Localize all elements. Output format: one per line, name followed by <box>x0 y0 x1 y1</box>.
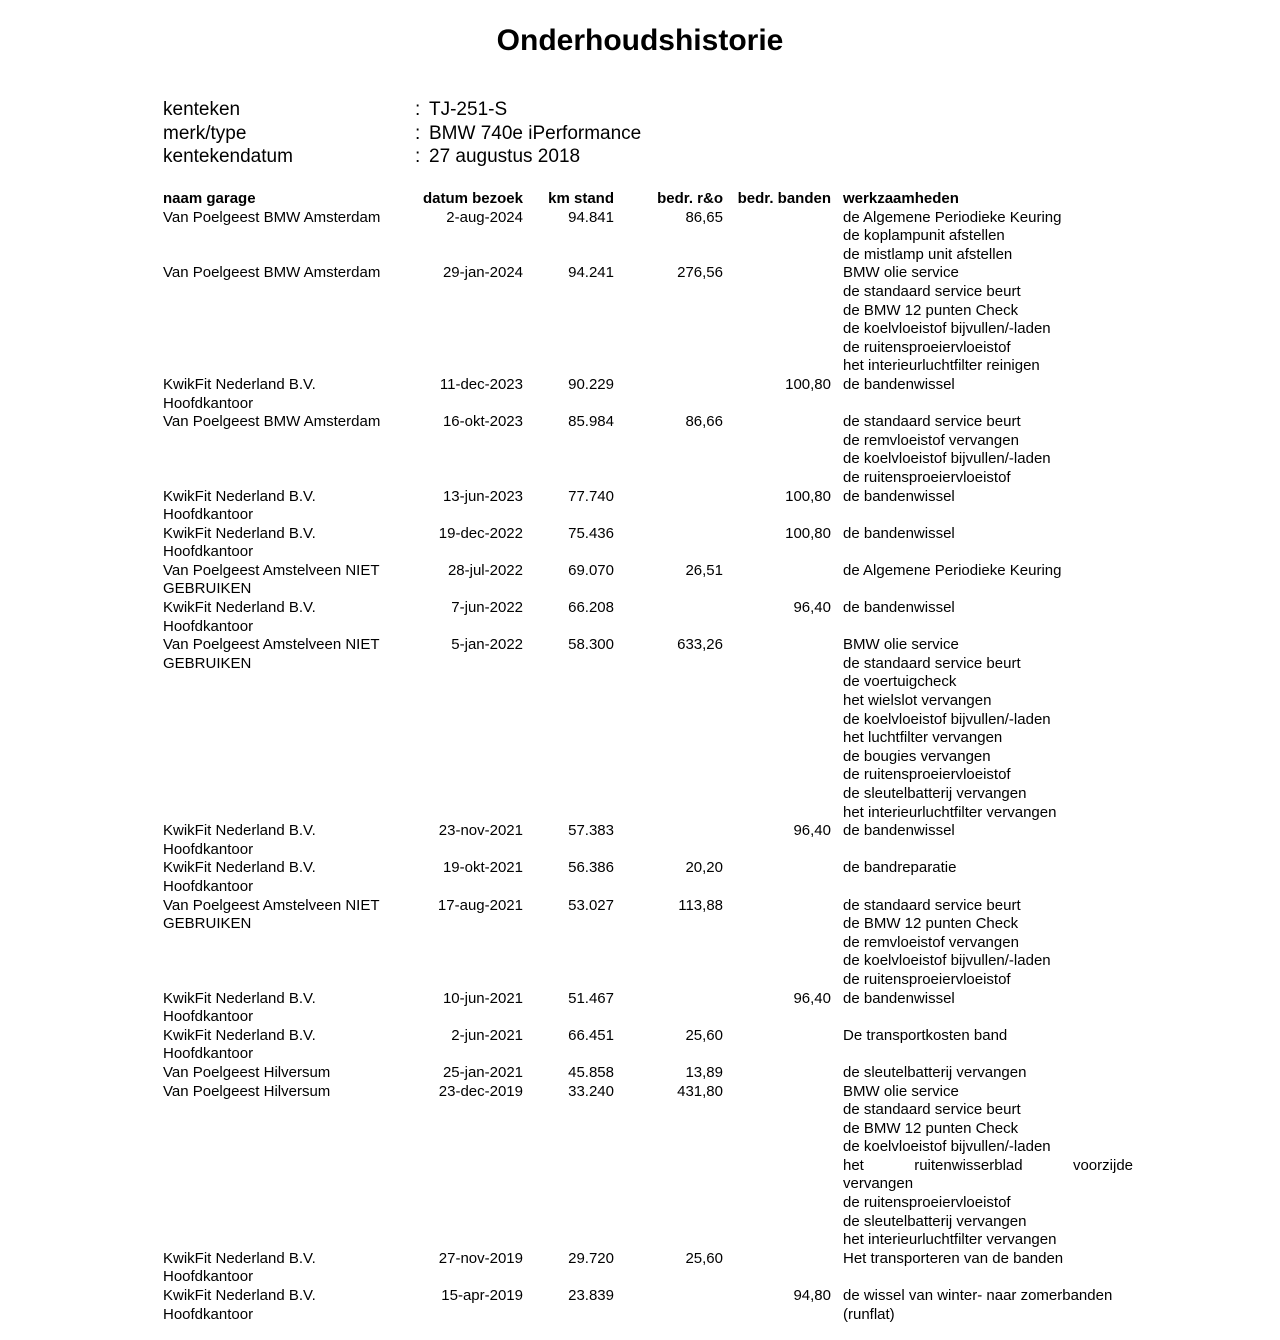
table-row <box>163 822 1143 859</box>
garage-cell <box>163 264 413 283</box>
work-cell <box>843 1064 1133 1083</box>
garage-cell <box>163 209 413 228</box>
work-item: de remvloeistof vervangen <box>843 933 1019 951</box>
garage-cell <box>163 562 413 599</box>
garage-name-line: KwikFit Nederland B.V. <box>163 1287 316 1305</box>
visit-date: 29-jan-2024 <box>442 264 523 282</box>
work-item: BMW olie service <box>843 264 959 282</box>
table-header <box>163 190 1143 209</box>
vehicle-info-value: 27 augustus 2018 <box>429 146 581 167</box>
work-item: de standaard service beurt <box>843 282 1021 300</box>
garage-name-line: KwikFit Nederland B.V. <box>163 375 316 393</box>
work-cell <box>843 599 1133 618</box>
garage-cell <box>163 822 413 859</box>
work-cell <box>843 488 1133 507</box>
garage-name-line: Van Poelgeest Amstelveen NIET <box>163 896 380 914</box>
work-item: de standaard service beurt <box>843 1101 1021 1119</box>
odometer: 94.841 <box>568 208 614 226</box>
visit-date: 28-jul-2022 <box>447 561 523 579</box>
table-row <box>163 376 1143 413</box>
garage-name-line: Hoofdkantoor <box>163 840 254 858</box>
table-row <box>163 599 1143 636</box>
garage-cell <box>163 599 413 636</box>
garage-name-line: Van Poelgeest BMW Amsterdam <box>163 413 381 431</box>
garage-name-line: Hoofdkantoor <box>163 506 254 524</box>
garage-name-line: Hoofdkantoor <box>163 394 254 412</box>
visit-date: 16-okt-2023 <box>442 413 523 431</box>
work-item: vervangen <box>843 1175 914 1193</box>
work-item: de ruitensproeiervloeistof <box>843 468 1011 486</box>
amount-repair: 25,60 <box>685 1026 723 1044</box>
table-row <box>163 990 1143 1027</box>
odometer: 56.386 <box>568 859 614 877</box>
garage-cell <box>163 1287 413 1324</box>
garage-cell <box>163 990 413 1027</box>
garage-name-line: Hoofdkantoor <box>163 1268 254 1286</box>
work-item: het interieurluchtfilter reinigen <box>843 357 1040 375</box>
visit-date: 19-dec-2022 <box>438 524 523 542</box>
work-item: BMW olie service <box>843 1082 959 1100</box>
odometer: 33.240 <box>568 1082 614 1100</box>
garage-cell <box>163 1083 413 1102</box>
amount-tires: 100,80 <box>785 524 831 542</box>
vehicle-info-label: merk/type <box>163 122 247 144</box>
work-item: de koelvloeistof bijvullen/-laden <box>843 1138 1051 1156</box>
odometer: 75.436 <box>568 524 614 542</box>
garage-cell <box>163 376 413 413</box>
odometer: 51.467 <box>568 989 614 1007</box>
garage-cell <box>163 1250 413 1287</box>
work-item: de standaard service beurt <box>843 896 1021 914</box>
work-cell <box>843 990 1133 1009</box>
odometer: 77.740 <box>568 487 614 505</box>
vehicle-info-separator: : <box>415 146 421 167</box>
garage-name-line: Hoofdkantoor <box>163 1045 254 1063</box>
garage-name-line: Van Poelgeest Amstelveen NIET <box>163 636 380 654</box>
work-cell <box>843 1287 1133 1324</box>
odometer: 45.858 <box>568 1063 614 1081</box>
odometer: 58.300 <box>568 636 614 654</box>
work-cell <box>843 264 1133 376</box>
work-cell <box>843 822 1133 841</box>
work-item: de bandenwissel <box>843 524 955 542</box>
page-title: Onderhoudshistorie <box>496 24 784 57</box>
work-item: de sleutelbatterij vervangen <box>843 1212 1027 1230</box>
table-row <box>163 1083 1143 1250</box>
visit-date: 7-jun-2022 <box>451 599 523 617</box>
work-item: het interieurluchtfilter vervangen <box>843 1231 1057 1249</box>
work-item: de mistlamp unit afstellen <box>843 245 1013 263</box>
odometer: 57.383 <box>568 822 614 840</box>
odometer: 85.984 <box>568 413 614 431</box>
work-item: de ruitensproeiervloeistof <box>843 338 1011 356</box>
garage-name-line: Van Poelgeest BMW Amsterdam <box>163 264 381 282</box>
work-item: de Algemene Periodieke Keuring <box>843 208 1062 226</box>
work-item: de ruitensproeiervloeistof <box>843 970 1011 988</box>
amount-tires: 96,40 <box>793 599 831 617</box>
garage-name-line: Hoofdkantoor <box>163 1305 254 1323</box>
column-header-band: bedr. banden <box>737 190 831 207</box>
work-item: de sleutelbatterij vervangen <box>843 785 1027 802</box>
odometer: 66.208 <box>568 599 614 617</box>
work-item: de bandenwissel <box>843 375 955 393</box>
column-header-date: datum bezoek <box>422 190 523 207</box>
work-item: de ruitensproeiervloeistof <box>843 766 1011 784</box>
odometer: 69.070 <box>568 561 614 579</box>
visit-date: 13-jun-2023 <box>442 487 523 505</box>
work-item: de BMW 12 punten Check <box>843 915 1019 933</box>
column-header-garage: naam garage <box>163 190 256 207</box>
garage-name-line: Hoofdkantoor <box>163 617 254 635</box>
table-row <box>163 859 1143 896</box>
table-row <box>163 636 1143 822</box>
garage-name-line: KwikFit Nederland B.V. <box>163 859 316 877</box>
odometer: 29.720 <box>568 1249 614 1267</box>
table-body <box>163 209 1143 1325</box>
column-header-work: werkzaamheden <box>843 190 959 207</box>
visit-date: 19-okt-2021 <box>442 859 523 877</box>
garage-name-line: Van Poelgeest BMW Amsterdam <box>163 208 381 226</box>
work-cell <box>843 525 1133 544</box>
work-item: de bandenwissel <box>843 822 955 840</box>
column-header-km: km stand <box>548 190 614 207</box>
work-item: de Algemene Periodieke Keuring <box>843 561 1062 579</box>
work-item: de bougies vervangen <box>843 747 991 765</box>
vehicle-info-label: kenteken <box>163 99 241 120</box>
garage-cell <box>163 897 413 934</box>
work-item: de standaard service beurt <box>843 413 1021 431</box>
amount-repair: 26,51 <box>685 561 723 579</box>
garage-cell <box>163 859 413 896</box>
amount-repair: 431,80 <box>677 1082 723 1100</box>
vehicle-info-row <box>163 145 641 169</box>
garage-cell <box>163 1027 413 1064</box>
table-row <box>163 1287 1143 1324</box>
amount-tires: 96,40 <box>793 822 831 840</box>
table-row <box>163 264 1143 376</box>
work-item: de BMW 12 punten Check <box>843 1119 1019 1137</box>
work-cell <box>843 636 1133 822</box>
amount-repair: 633,26 <box>677 636 723 654</box>
work-item: de ruitensproeiervloeistof <box>843 1194 1011 1212</box>
work-cell <box>843 1027 1133 1046</box>
amount-tires: 100,80 <box>785 487 831 505</box>
garage-name-line: KwikFit Nederland B.V. <box>163 524 316 542</box>
work-item: het luchtfilter vervangen <box>843 729 1003 747</box>
work-cell <box>843 209 1133 265</box>
odometer: 53.027 <box>568 896 614 914</box>
visit-date: 15-apr-2019 <box>441 1287 523 1305</box>
vehicle-info-separator: : <box>415 122 421 144</box>
garage-name-line: Hoofdkantoor <box>163 877 254 895</box>
odometer: 94.241 <box>568 264 614 282</box>
visit-date: 25-jan-2021 <box>442 1063 523 1081</box>
amount-repair: 276,56 <box>677 264 723 282</box>
amount-repair: 113,88 <box>678 896 723 914</box>
vehicle-info-label: kentekendatum <box>163 146 293 167</box>
table-row <box>163 897 1143 990</box>
work-item: de koelvloeistof bijvullen/-laden <box>843 710 1051 728</box>
vehicle-info <box>163 98 641 169</box>
garage-name-line: Van Poelgeest Hilversum <box>163 1063 331 1081</box>
visit-date: 11-dec-2023 <box>439 375 523 393</box>
amount-tires: 100,80 <box>785 375 831 393</box>
garage-cell <box>163 636 413 673</box>
visit-date: 5-jan-2022 <box>451 636 523 654</box>
garage-name-line: GEBRUIKEN <box>163 580 252 598</box>
amount-tires: 94,80 <box>793 1287 831 1305</box>
work-item: de wissel van winter- naar zomerbanden <box>843 1287 1113 1305</box>
maintenance-table <box>163 190 1143 1324</box>
table-row <box>163 413 1143 487</box>
work-cell <box>843 413 1133 487</box>
work-item: de bandenwissel <box>843 487 955 505</box>
table-row <box>163 525 1143 562</box>
work-cell <box>843 1250 1133 1269</box>
garage-name-line: Hoofdkantoor <box>163 1008 254 1026</box>
work-item: de bandenwissel <box>843 989 955 1007</box>
work-item: de koelvloeistof bijvullen/-laden <box>843 952 1051 970</box>
visit-date: 10-jun-2021 <box>442 989 523 1007</box>
work-item: de koelvloeistof bijvullen/-laden <box>843 320 1051 338</box>
vehicle-info-separator: : <box>415 99 421 120</box>
work-cell <box>843 562 1133 581</box>
table-row <box>163 562 1143 599</box>
garage-name-line: Hoofdkantoor <box>163 543 254 561</box>
table-row <box>163 1027 1143 1064</box>
odometer: 90.229 <box>568 375 614 393</box>
vehicle-info-value: BMW 740e iPerformance <box>429 122 642 144</box>
visit-date: 2-aug-2024 <box>446 208 523 226</box>
vehicle-info-row <box>163 98 641 122</box>
garage-name-line: KwikFit Nederland B.V. <box>163 1249 316 1267</box>
garage-name-line: Van Poelgeest Amstelveen NIET <box>163 561 380 579</box>
garage-cell <box>163 488 413 525</box>
garage-cell <box>163 1064 413 1083</box>
garage-cell <box>163 413 413 432</box>
column-header-ro: bedr. r&o <box>657 190 723 207</box>
amount-repair: 25,60 <box>685 1249 723 1267</box>
work-item: het ruitenwisserblad voorzijde <box>843 1156 1133 1174</box>
visit-date: 23-dec-2019 <box>438 1082 523 1100</box>
odometer: 66.451 <box>568 1026 614 1044</box>
work-item: de bandreparatie <box>843 859 957 877</box>
visit-date: 27-nov-2019 <box>438 1249 523 1267</box>
work-item: de voertuigcheck <box>843 673 957 691</box>
work-cell <box>843 1083 1133 1250</box>
visit-date: 23-nov-2021 <box>438 822 523 840</box>
garage-name-line: KwikFit Nederland B.V. <box>163 599 316 617</box>
work-item: (runflat) <box>843 1305 895 1323</box>
table-row <box>163 1064 1143 1083</box>
work-item: BMW olie service <box>843 636 959 654</box>
vehicle-info-value: TJ-251-S <box>429 99 508 120</box>
garage-name-line: KwikFit Nederland B.V. <box>163 822 316 840</box>
work-item: de bandenwissel <box>843 599 955 617</box>
work-item: de BMW 12 punten Check <box>843 301 1019 319</box>
work-item: Het transporteren van de banden <box>843 1249 1064 1267</box>
garage-name-line: KwikFit Nederland B.V. <box>163 1026 316 1044</box>
garage-name-line: KwikFit Nederland B.V. <box>163 487 316 505</box>
amount-repair: 86,65 <box>685 208 723 226</box>
work-item: de koplampunit afstellen <box>843 227 1005 245</box>
garage-cell <box>163 525 413 562</box>
table-row <box>163 1250 1143 1287</box>
garage-name-line: Van Poelgeest Hilversum <box>163 1082 331 1100</box>
work-item: het interieurluchtfilter vervangen <box>843 803 1057 821</box>
visit-date: 2-jun-2021 <box>451 1026 523 1044</box>
work-item: de sleutelbatterij vervangen <box>843 1063 1027 1081</box>
visit-date: 17-aug-2021 <box>437 896 523 914</box>
work-cell <box>843 859 1133 878</box>
odometer: 23.839 <box>568 1287 614 1305</box>
amount-repair: 13,89 <box>685 1063 723 1081</box>
work-item: het wielslot vervangen <box>843 692 992 710</box>
work-item: De transportkosten band <box>843 1026 1008 1044</box>
garage-name-line: GEBRUIKEN <box>163 654 252 672</box>
work-cell <box>843 376 1133 395</box>
garage-name-line: KwikFit Nederland B.V. <box>163 989 316 1007</box>
amount-tires: 96,40 <box>793 989 831 1007</box>
table-row <box>163 488 1143 525</box>
work-item: de koelvloeistof bijvullen/-laden <box>843 450 1051 468</box>
amount-repair: 20,20 <box>685 859 723 877</box>
garage-name-line: GEBRUIKEN <box>163 915 252 933</box>
work-item: de remvloeistof vervangen <box>843 431 1019 449</box>
work-cell <box>843 897 1133 990</box>
work-item: de standaard service beurt <box>843 654 1021 672</box>
vehicle-info-row <box>163 122 641 146</box>
amount-repair: 86,66 <box>685 413 723 431</box>
table-row <box>163 209 1143 265</box>
